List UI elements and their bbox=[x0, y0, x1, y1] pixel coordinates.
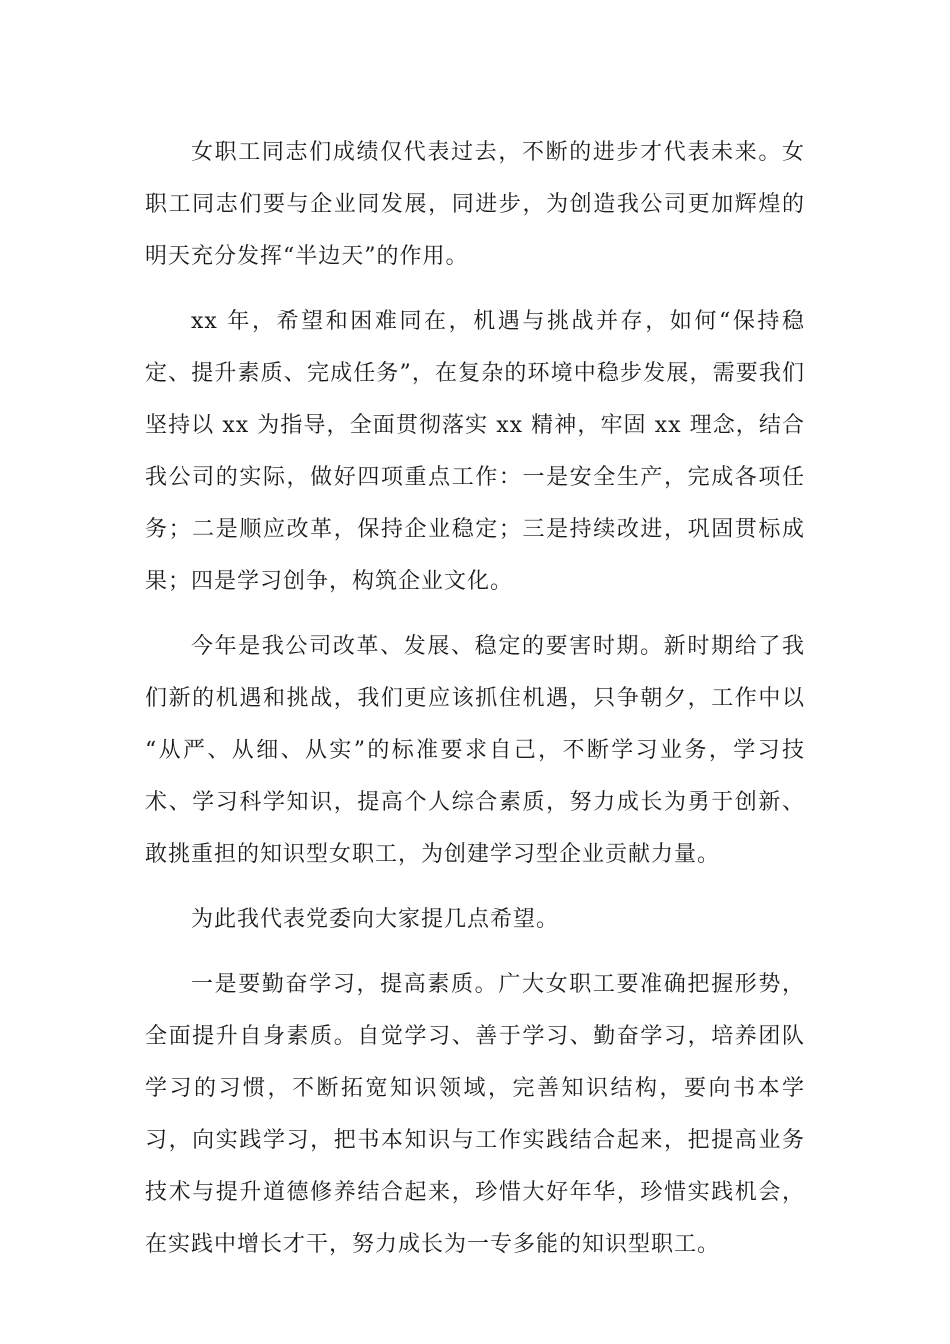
paragraph: 女职工同志们成绩仅代表过去，不断的进步才代表未来。女职工同志们要与企业同发展，同进步，为创造我公司更加辉煌的明天充分发挥“半边天”的作用。 bbox=[145, 140, 805, 269]
paragraph: 为此我代表党委向大家提几点希望。 bbox=[191, 907, 560, 932]
document-body bbox=[145, 127, 805, 1284]
paragraph: 一是要勤奋学习，提高素质。广大女职工要准确把握形势，全面提升自身素质。自觉学习、善于学习、勤奋学习，培养团队学习的习惯，不断拓宽知识领域，完善知识结构，要向书本学习，向实践学习，把书本知识与工作实践结合起来，把提高业务技术与提升道德修养结合起来，珍惜大好年华，珍惜实践机会，在实践中增长才干，努力成长为一专多能的知识型职工。 bbox=[145, 972, 805, 1257]
paragraph: xx 年，希望和困难同在，机遇与挑战并存，如何“保持稳定、提升素质、完成任务”，在复杂的环境中稳步发展，需要我们坚持以 xx 为指导，全面贯彻落实 xx 精神，牢固 xx 理念，结合我公司的实际，做好四项重点工作：一是安全生产，完成各项任务；二是顺应改革，保持企业稳定；三是持续改进，巩固贯标成果；四是学习创争，构筑企业文化。 bbox=[145, 309, 805, 594]
paragraph: 今年是我公司改革、发展、稳定的要害时期。新时期给了我们新的机遇和挑战，我们更应该抓住机遇，只争朝夕，工作中以 “从严、从细、从实”的标准要求自己，不断学习业务，学习技术、学习科学知识，提高个人综合素质，努力成长为勇于创新、敢挑重担的知识型女职工，为创建学习型企业贡献力量。 bbox=[145, 634, 805, 867]
